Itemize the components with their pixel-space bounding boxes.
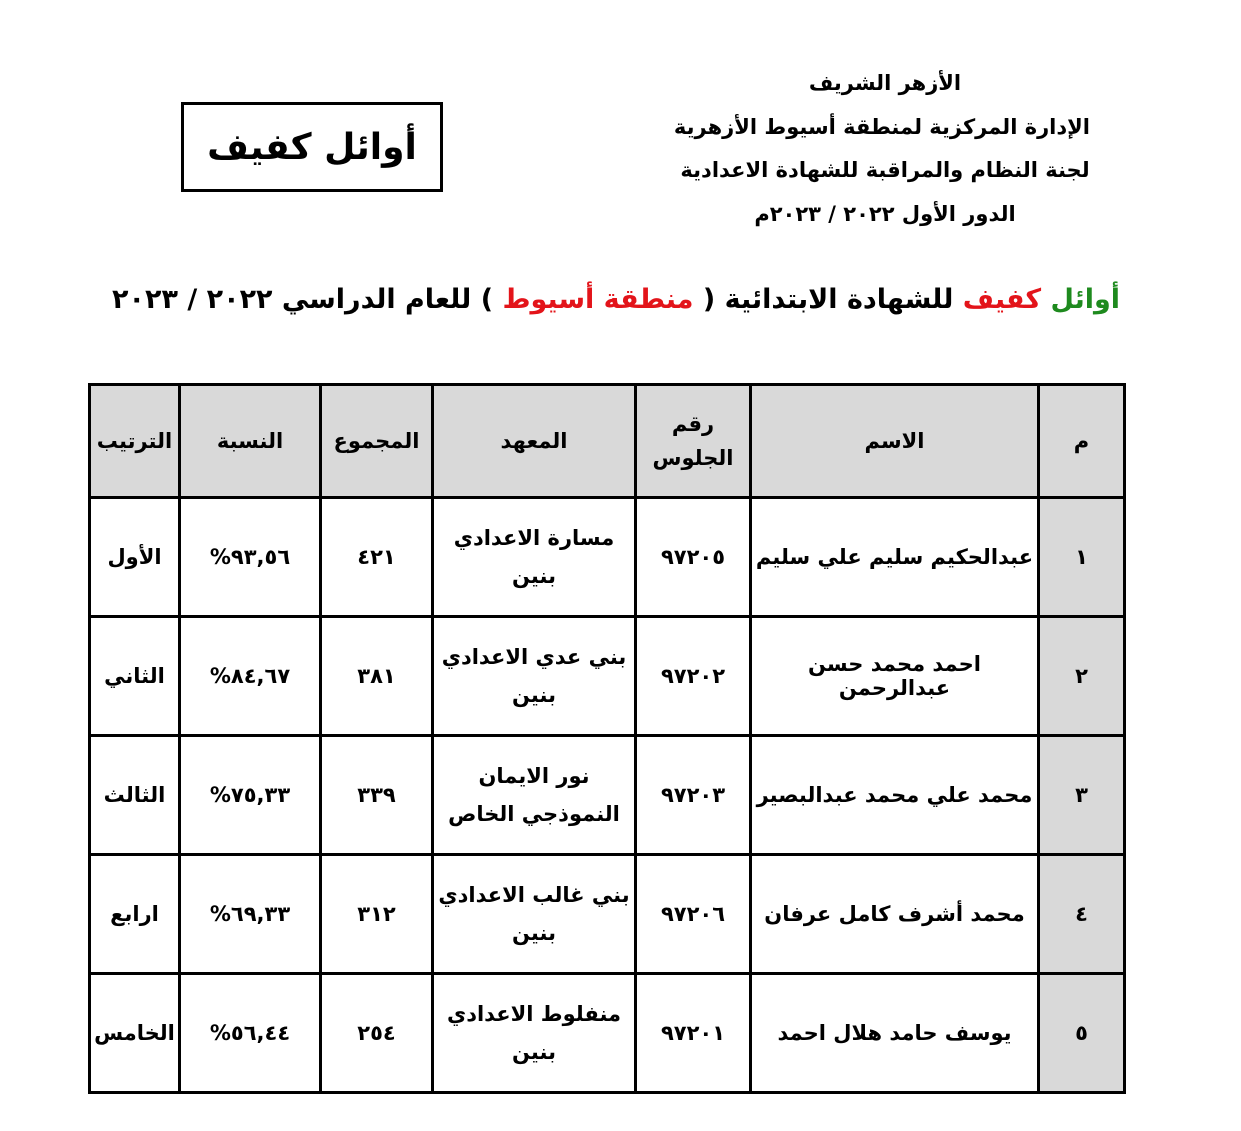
cell-percent: %٥٦,٤٤ <box>180 974 321 1093</box>
cell-rank: الثاني <box>90 617 180 736</box>
cell-seat: ٩٧٢٠١ <box>636 974 751 1093</box>
col-header-name: الاسم <box>751 385 1039 498</box>
title-part-4: منطقة أسيوط <box>502 284 694 315</box>
table-row <box>90 974 1125 1093</box>
table-row <box>90 855 1125 974</box>
table-row <box>90 736 1125 855</box>
cell-no: ٣ <box>1039 736 1125 855</box>
cell-institute: منفلوط الاعدادي بنين <box>433 974 636 1093</box>
cell-seat: ٩٧٢٠٦ <box>636 855 751 974</box>
cell-no: ٤ <box>1039 855 1125 974</box>
cell-rank: الثالث <box>90 736 180 855</box>
cell-percent: %٦٩,٣٣ <box>180 855 321 974</box>
cell-rank: الخامس <box>90 974 180 1093</box>
cell-total: ٣٣٩ <box>321 736 433 855</box>
col-header-no: م <box>1039 385 1125 498</box>
document-header <box>673 62 1090 236</box>
cell-percent: %٧٥,٣٣ <box>180 736 321 855</box>
cell-institute: بني عدي الاعدادي بنين <box>433 617 636 736</box>
cell-no: ٥ <box>1039 974 1125 1093</box>
cell-institute: نور الايمان النموذجي الخاص <box>433 736 636 855</box>
title-part-5: ) للعام الدراسي ٢٠٢٢ / ٢٠٢٣ <box>112 284 503 315</box>
cell-name: محمد علي محمد عبدالبصير <box>751 736 1039 855</box>
header-line-1: الأزهر الشريف <box>808 71 962 95</box>
cell-no: ٢ <box>1039 617 1125 736</box>
cell-rank: الأول <box>90 498 180 617</box>
cell-seat: ٩٧٢٠٥ <box>636 498 751 617</box>
cell-institute: بني غالب الاعدادي بنين <box>433 855 636 974</box>
title-badge: أوائل كفيف <box>181 102 443 192</box>
cell-seat: ٩٧٢٠٢ <box>636 617 751 736</box>
col-header-institute: المعهد <box>433 385 636 498</box>
cell-total: ٤٢١ <box>321 498 433 617</box>
table-row <box>90 498 1125 617</box>
cell-name: يوسف حامد هلال احمد <box>751 974 1039 1093</box>
title-part-2: كفيف <box>962 284 1042 315</box>
col-header-total: المجموع <box>321 385 433 498</box>
cell-total: ٣١٢ <box>321 855 433 974</box>
results-table <box>88 383 1126 1094</box>
cell-institute: مسارة الاعدادي بنين <box>433 498 636 617</box>
col-header-rank: الترتيب <box>90 385 180 498</box>
table-header-row <box>90 385 1125 498</box>
col-header-seat: رقم الجلوس <box>636 385 751 498</box>
cell-total: ٢٥٤ <box>321 974 433 1093</box>
cell-percent: %٩٣,٥٦ <box>180 498 321 617</box>
cell-name: محمد أشرف كامل عرفان <box>751 855 1039 974</box>
table-row <box>90 617 1125 736</box>
header-line-2: الإدارة المركزية لمنطقة أسيوط الأزهرية <box>673 114 1090 139</box>
cell-seat: ٩٧٢٠٣ <box>636 736 751 855</box>
cell-percent: %٨٤,٦٧ <box>180 617 321 736</box>
title-part-3: للشهادة الابتدائية ( <box>693 284 963 315</box>
cell-total: ٣٨١ <box>321 617 433 736</box>
page-title <box>112 284 1120 315</box>
cell-name: احمد محمد حسن عبدالرحمن <box>751 617 1039 736</box>
title-part-1: أوائل <box>1050 284 1120 315</box>
cell-no: ١ <box>1039 498 1125 617</box>
cell-rank: ارابع <box>90 855 180 974</box>
cell-name: عبدالحكيم سليم علي سليم <box>751 498 1039 617</box>
header-line-4: الدور الأول ٢٠٢٢ / ٢٠٢٣م <box>754 201 1016 226</box>
header-line-3: لجنة النظام والمراقبة للشهادة الاعدادية <box>680 158 1090 182</box>
col-header-percent: النسبة <box>180 385 321 498</box>
